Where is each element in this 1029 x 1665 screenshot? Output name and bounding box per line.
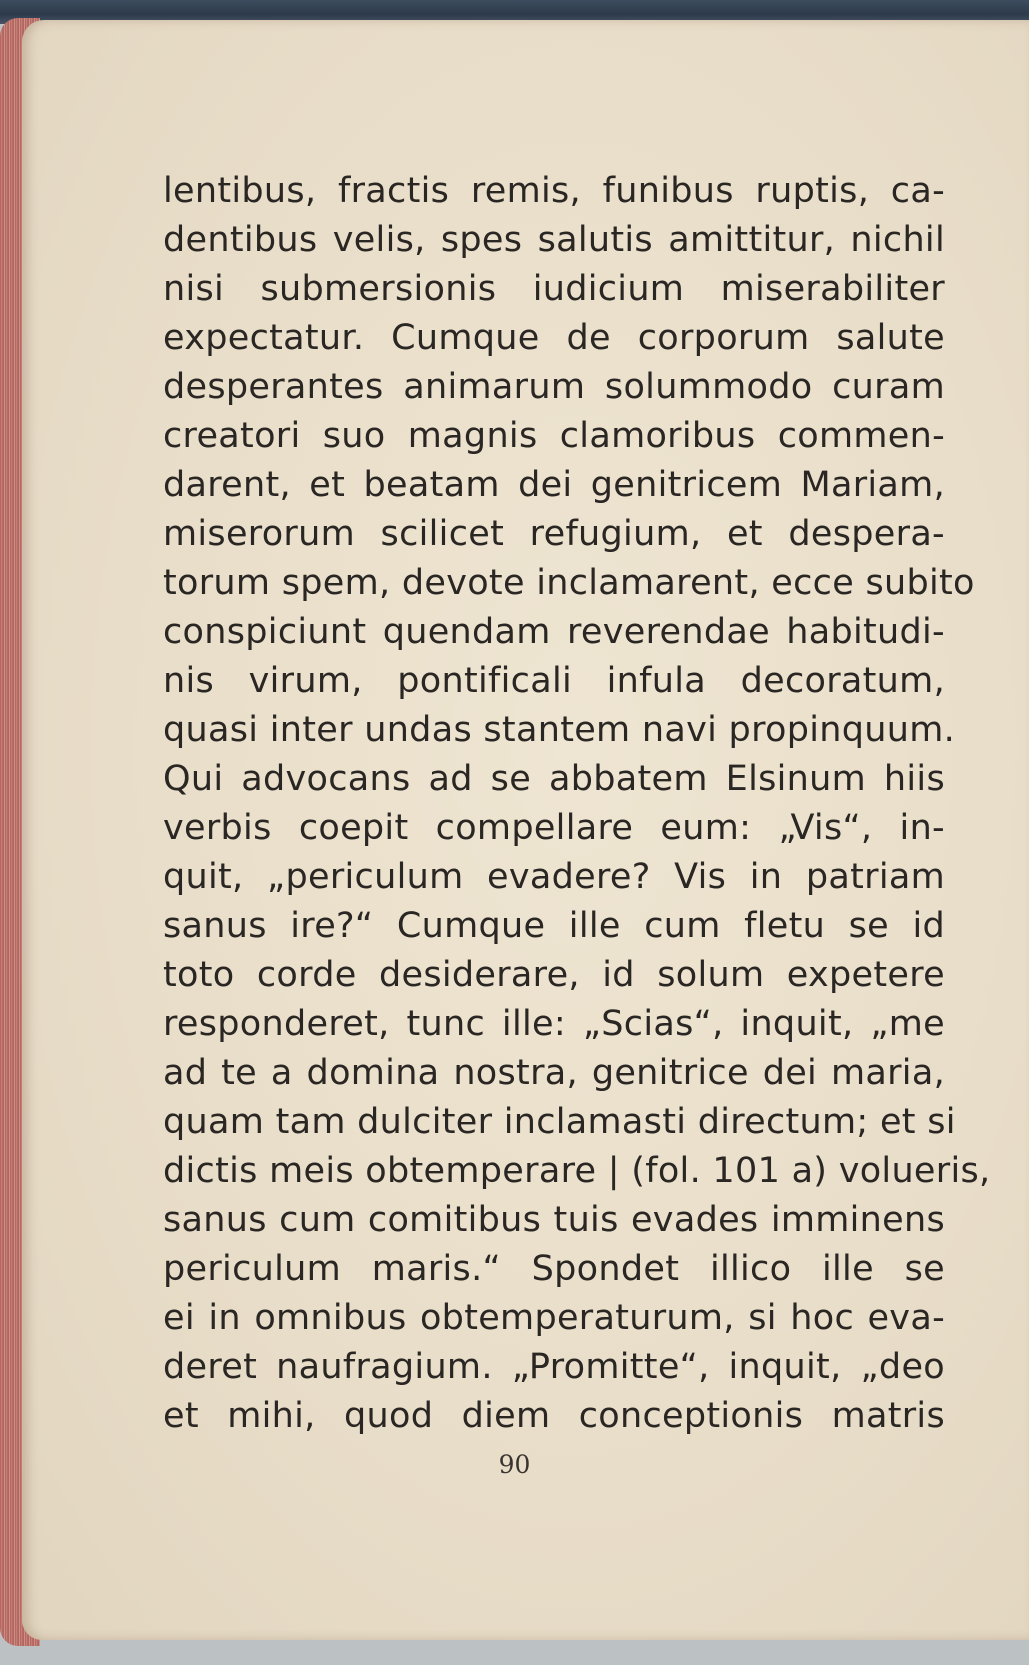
text-line: periculum maris.“ Spondet illico ille se [163, 1249, 945, 1289]
text-line: deret naufragium. „Promitte“, inquit, „deo [163, 1347, 945, 1387]
text-line: expectatur. Cumque de corporum salute [163, 318, 945, 358]
page-number: 90 [498, 1450, 531, 1479]
text-line: lentibus, fractis remis, funibus ruptis, ca- [163, 171, 945, 211]
text-line: sanus ire?“ Cumque ille cum fletu se id [163, 906, 945, 946]
text-line: dentibus velis, spes salutis amittitur, nichil [163, 220, 945, 260]
text-line: miserorum scilicet refugium, et despera- [163, 514, 945, 554]
text-line: toto corde desiderare, id solum expetere [163, 955, 945, 995]
text-line: verbis coepit compellare eum: „Vis“, in- [163, 808, 945, 848]
text-line: quam tam dulciter inclamasti directum; et si [163, 1102, 956, 1142]
text-line: nis virum, pontificali infula decoratum, [163, 661, 945, 701]
text-line: desperantes animarum solummodo curam [163, 367, 945, 407]
background-bottom [0, 1638, 1029, 1665]
text-line: conspiciunt quendam reverendae habitudi- [163, 612, 945, 652]
text-line: quit, „periculum evadere? Vis in patriam [163, 857, 945, 897]
text-line: darent, et beatam dei genitricem Mariam, [163, 465, 945, 505]
text-line: Qui advocans ad se abbatem Elsinum hiis [163, 759, 945, 799]
body-text [163, 167, 991, 1441]
text-line: torum spem, devote inclamarent, ecce subito [163, 563, 975, 603]
text-line: creatori suo magnis clamoribus commen- [163, 416, 945, 456]
text-line: nisi submersionis iudicium miserabiliter [163, 269, 945, 309]
text-line: ei in omnibus obtemperaturum, si hoc eva- [163, 1298, 945, 1338]
text-line: sanus cum comitibus tuis evades imminens [163, 1200, 945, 1240]
text-line: dictis meis obtemperare | (fol. 101 a) volueris, [163, 1151, 991, 1191]
text-line: ad te a domina nostra, genitrice dei maria, [163, 1053, 945, 1093]
text-line: quasi inter undas stantem navi propinquum. [163, 710, 956, 750]
text-line: et mihi, quod diem conceptionis matris [163, 1396, 945, 1436]
text-line: responderet, tunc ille: „Scias“, inquit, „me [163, 1004, 945, 1044]
